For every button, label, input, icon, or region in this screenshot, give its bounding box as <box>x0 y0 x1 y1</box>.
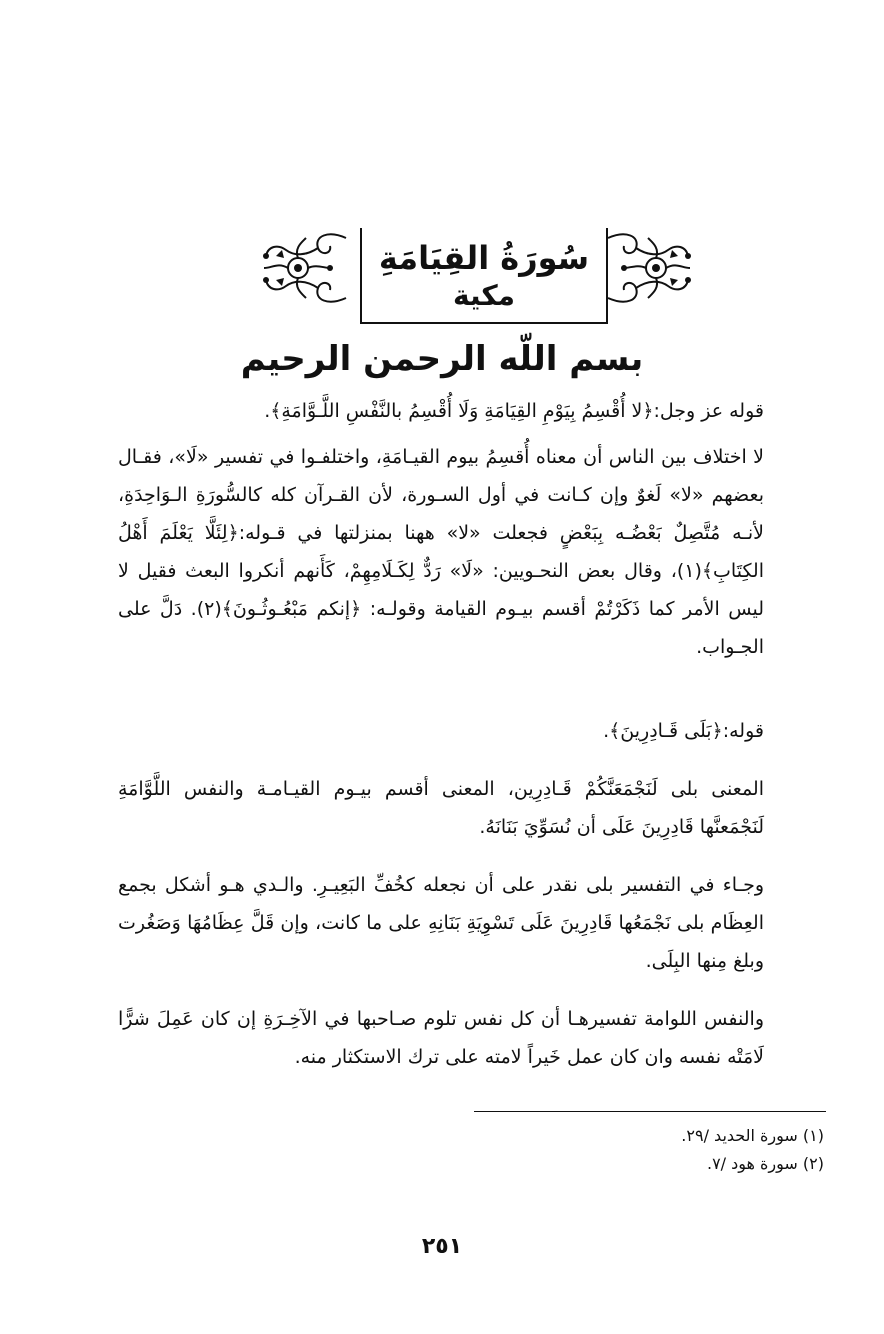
paragraph-text: المعنى بلى لَنَجْمَعَنَّكُمْ قَـادِرِين، المعنى أقسم بيـوم القيـامـة والنفس اللَّوَّامَةِ لَنَجْمَعنَّها قَادِرِينَ عَلَى أن نُسَوِّيَ بَنَانَهُ. <box>118 778 764 838</box>
footnote-1: (١) سورة الحديد /٢٩. <box>681 1126 824 1145</box>
paragraph-5 <box>118 866 824 980</box>
paragraph-text: لا اختلاف بين الناس أن معناه أُقسِمُ بيوم القيـامَةِ، واختلفـوا في تفسير «لَا»، فقـال بعضهم «لا» لَغوٌ وإن كـانت في أول السـورة، لأن القـرآن كله كالسُّورَةِ الـوَاحِدَةِ، لأنـه مُتَّصِلٌ بَعْضُـه بِبَعْضٍ فجعلت «لا» ههنا بمنزلتها في قـوله:﴿لِئَلَّا يَعْلَمَ أَهْلُ الكِتَابِ﴾(١)، وقال بعض النحـويين: «لَا» رَدٌّ لِكَـلَامِهِمْ، كَأَنهم أنكروا البعث فقيل لا ليس الأمر كما ذَكَرْتُمْ أقسم بيـوم القيامة وقولـه: ﴿إنكم مَبْعُـوثُـونَ﴾(٢). دَلَّ على الجـواب. <box>118 446 764 658</box>
footnotes <box>360 1122 824 1178</box>
paragraph-text: قوله عز وجل:﴿لا أُقْسِمُ بِيَوْمِ القِيَامَةِ وَلَا أُقْسِمُ بالنَّفْسِ اللَّـوَّامَةِ﴾. <box>264 400 764 422</box>
surah-name: سُورَةُ القِيَامَةِ <box>378 239 590 277</box>
basmala: بسم اللّه الرحمن الرحيم <box>240 339 644 379</box>
footnote-2: (٢) سورة هود /٧. <box>706 1154 824 1173</box>
floral-ornament-icon <box>604 226 696 310</box>
paragraph-2 <box>118 438 824 666</box>
paragraph-text: وجـاء في التفسير بلى نقدر على أن نجعله كخُفِّ البَعِيـرِ. والـدي هـو أشكل بجمع العِظَام بلى نَجْمَعُها قَادِرِينَ عَلَى تَسْوِيَةِ بَنَانِهِ على ما كانت، وإن قَلَّ عِظَامُهَا وَصَغُرت وبلغ مِنها البِلَى. <box>118 874 764 972</box>
paragraph-6 <box>118 1000 824 1076</box>
surah-type: مكية <box>452 279 516 312</box>
paragraph-4 <box>118 770 824 846</box>
floral-ornament-icon <box>258 226 350 310</box>
page-number: ٢٥١ <box>421 1234 463 1259</box>
paragraph-text: قوله:﴿بَلَى قَـادِرِينَ﴾. <box>603 720 764 742</box>
paragraph-text: والنفس اللوامة تفسيرهـا أن كل نفس تلوم صـاحبها في الآخِـرَةِ إن كان عَمِلَ شرًّا لَامَتْه نفسه وان كان عمل خَيراً لامته على ترك الاستكثار منه. <box>118 1008 764 1068</box>
footnote-divider <box>474 1111 826 1112</box>
paragraph-1 <box>118 392 824 430</box>
surah-title-frame <box>360 228 608 324</box>
paragraph-3 <box>118 712 824 750</box>
